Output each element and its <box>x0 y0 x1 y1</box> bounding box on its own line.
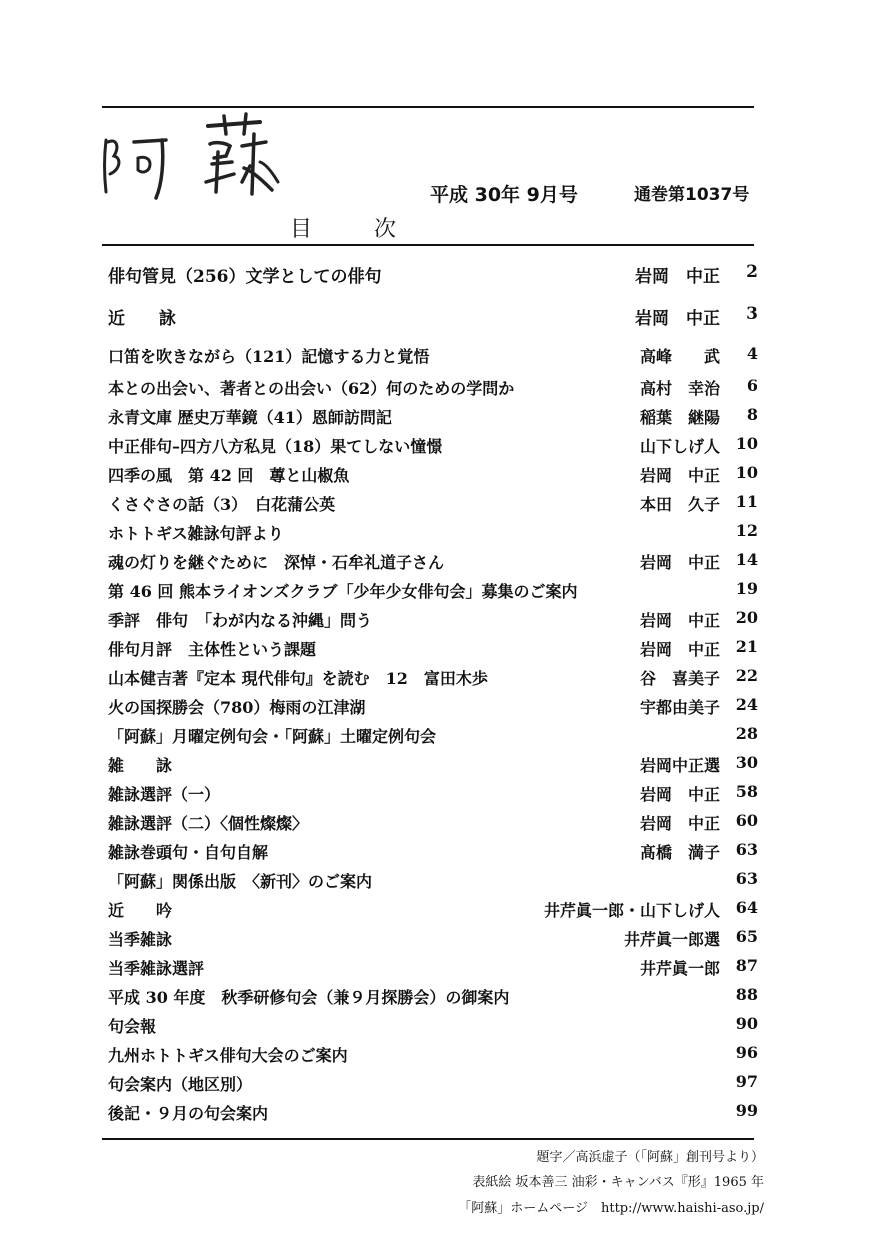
toc-title: 雑詠巻頭句・自句自解 <box>108 843 269 862</box>
toc-page: 63 <box>735 869 758 888</box>
toc-row[interactable] <box>108 985 758 1009</box>
toc-page: 28 <box>735 724 758 743</box>
toc-author: 岩岡 中正 <box>639 553 720 572</box>
toc-row[interactable] <box>108 840 758 864</box>
header-rule <box>102 244 754 246</box>
toc-author: 稲葉 継陽 <box>639 408 720 427</box>
toc-title: 永青文庫 歴史万華鏡（41）恩師訪問記 <box>108 408 392 427</box>
toc-row[interactable] <box>108 1043 758 1067</box>
footer-cover-credit: 表紙絵 坂本善三 油彩・キャンバス『形』1965 年 <box>472 1175 764 1190</box>
top-rule <box>102 106 754 108</box>
toc-author: 岩岡 中正 <box>635 267 720 287</box>
toc-row[interactable] <box>108 695 758 719</box>
toc-author: 岩岡 中正 <box>635 309 720 329</box>
toc-title: 平成 30 年度 秋季研修句会（兼９月探勝会）の御案内 <box>108 988 510 1007</box>
toc-page: 21 <box>735 637 758 656</box>
toc-title: 本との出会い、著者との出会い（62）何のための学問か <box>108 379 515 398</box>
toc-title: 「阿蘇」月曜定例句会・「阿蘇」土曜定例句会 <box>108 727 437 746</box>
toc-author: 山下しげ人 <box>639 437 720 456</box>
contents-title: 目 次 <box>290 217 417 242</box>
toc-row[interactable] <box>108 869 758 893</box>
toc-title: 当季雑詠 <box>108 930 173 949</box>
calligraphy-logo-icon <box>100 112 300 212</box>
toc-title: くさぐさの話（3） 白花蒲公英 <box>108 495 336 514</box>
toc-page: 90 <box>735 1014 758 1033</box>
toc-author: 岩岡 中正 <box>639 640 720 659</box>
toc-row[interactable] <box>108 434 758 458</box>
toc-row[interactable] <box>108 1072 758 1096</box>
toc-row[interactable] <box>108 492 758 516</box>
toc-row[interactable] <box>108 344 758 368</box>
toc-title: 四季の風 第 42 回 蓴と山椒魚 <box>108 466 350 485</box>
toc-row[interactable] <box>108 376 758 400</box>
toc-row[interactable] <box>108 927 758 951</box>
issue-number: 通巻第1037号 <box>634 185 750 205</box>
toc-page: 22 <box>735 666 758 685</box>
toc-title: 近 詠 <box>108 309 176 329</box>
toc-title: 季評 俳句 「わが内なる沖縄」問う <box>108 611 373 630</box>
toc-title: ホトトギス雑詠句評より <box>108 524 284 543</box>
toc-row[interactable] <box>108 304 758 328</box>
toc-page: 20 <box>735 608 758 627</box>
toc-row[interactable] <box>108 782 758 806</box>
toc-row[interactable] <box>108 811 758 835</box>
toc-title: 俳句管見（256）文学としての俳句 <box>108 267 382 287</box>
toc-title: 句会案内（地区別） <box>108 1075 253 1094</box>
toc-row[interactable] <box>108 753 758 777</box>
toc-title: 九州ホトトギス俳句大会のご案内 <box>108 1046 348 1065</box>
toc-page: 6 <box>746 376 758 395</box>
toc-row[interactable] <box>108 579 758 603</box>
toc-page: 97 <box>735 1072 758 1091</box>
toc-title: 当季雑詠選評 <box>108 959 205 978</box>
toc-row[interactable] <box>108 608 758 632</box>
toc-title: 魂の灯りを継ぐために 深悼・石牟礼道子さん <box>108 553 445 572</box>
toc-title: 句会報 <box>108 1017 157 1036</box>
toc-author: 岩岡 中正 <box>639 466 720 485</box>
toc-title: 雑詠選評（二）〈個性燦燦〉 <box>108 814 309 833</box>
toc-page: 88 <box>735 985 758 1004</box>
footer-rule <box>102 1138 754 1140</box>
toc-page: 4 <box>746 344 758 363</box>
toc-title: 口笛を吹きながら（121）記憶する力と覚悟 <box>108 347 430 366</box>
issue-date: 平成 30年 9月号 <box>430 184 578 206</box>
toc-row[interactable] <box>108 521 758 545</box>
footer-homepage-link[interactable]: 「阿蘇」ホームページ http://www.haishi-aso.jp/ <box>458 1201 764 1216</box>
toc-page: 99 <box>735 1101 758 1120</box>
toc-author: 谷 喜美子 <box>639 669 720 688</box>
toc-author: 宇都由美子 <box>639 698 720 717</box>
toc-row[interactable] <box>108 898 758 922</box>
toc-page: 60 <box>735 811 758 830</box>
footer-title-credit: 題字／高浜虚子（「阿蘇」創刊号より） <box>536 1150 764 1165</box>
toc-row[interactable] <box>108 1014 758 1038</box>
toc-page: 2 <box>746 262 758 282</box>
toc-author: 本田 久子 <box>639 495 720 514</box>
toc-page: 64 <box>735 898 758 917</box>
toc-row[interactable] <box>108 956 758 980</box>
toc-author: 岩岡中正選 <box>639 756 720 775</box>
toc-page: 58 <box>735 782 758 801</box>
toc-author: 井芹眞一郎・山下しげ人 <box>543 901 720 920</box>
toc-row[interactable] <box>108 1101 758 1125</box>
toc-row[interactable] <box>108 262 758 286</box>
toc-page: 87 <box>735 956 758 975</box>
toc-row[interactable] <box>108 463 758 487</box>
toc-title: 山本健吉著『定本 現代俳句』を読む 12 富田木歩 <box>108 669 488 688</box>
toc-row[interactable] <box>108 550 758 574</box>
toc-title: 第 46 回 熊本ライオンズクラブ「少年少女俳句会」募集のご案内 <box>108 582 578 601</box>
toc-author: 高村 幸治 <box>639 379 720 398</box>
toc-author: 髙橋 満子 <box>639 843 720 862</box>
toc-row[interactable] <box>108 405 758 429</box>
toc-row[interactable] <box>108 666 758 690</box>
magazine-logo <box>100 112 300 212</box>
toc-page: 10 <box>735 434 758 453</box>
toc-title: 雑 詠 <box>108 756 173 775</box>
toc-title: 後記・９月の句会案内 <box>108 1104 269 1123</box>
toc-page: 19 <box>735 579 758 598</box>
toc-title: 中正俳句–四方八方私見（18）果てしない憧憬 <box>108 437 443 456</box>
toc-author: 高峰 武 <box>639 347 720 366</box>
toc-author: 岩岡 中正 <box>639 785 720 804</box>
toc-title: 雑詠選評（一） <box>108 785 221 804</box>
toc-title: 「阿蘇」関係出版 〈新刊〉のご案内 <box>108 872 373 891</box>
toc-page: 14 <box>735 550 758 569</box>
toc-page: 65 <box>735 927 758 946</box>
toc-page: 8 <box>746 405 758 424</box>
toc-author: 岩岡 中正 <box>639 814 720 833</box>
toc-author: 岩岡 中正 <box>639 611 720 630</box>
toc-page: 11 <box>735 492 758 511</box>
toc-title: 俳句月評 主体性という課題 <box>108 640 317 659</box>
toc-page: 96 <box>735 1043 758 1062</box>
toc-title: 近 吟 <box>108 901 173 920</box>
toc-title: 火の国探勝会（780）梅雨の江津湖 <box>108 698 366 717</box>
toc-page: 12 <box>735 521 758 540</box>
toc-page: 3 <box>746 304 758 324</box>
toc-row[interactable] <box>108 637 758 661</box>
toc-page: 30 <box>735 753 758 772</box>
toc-author: 井芹眞一郎選 <box>623 930 720 949</box>
toc-page: 63 <box>735 840 758 859</box>
toc-page: 10 <box>735 463 758 482</box>
toc-author: 井芹眞一郎 <box>639 959 720 978</box>
toc-page: 24 <box>735 695 758 714</box>
toc-row[interactable] <box>108 724 758 748</box>
